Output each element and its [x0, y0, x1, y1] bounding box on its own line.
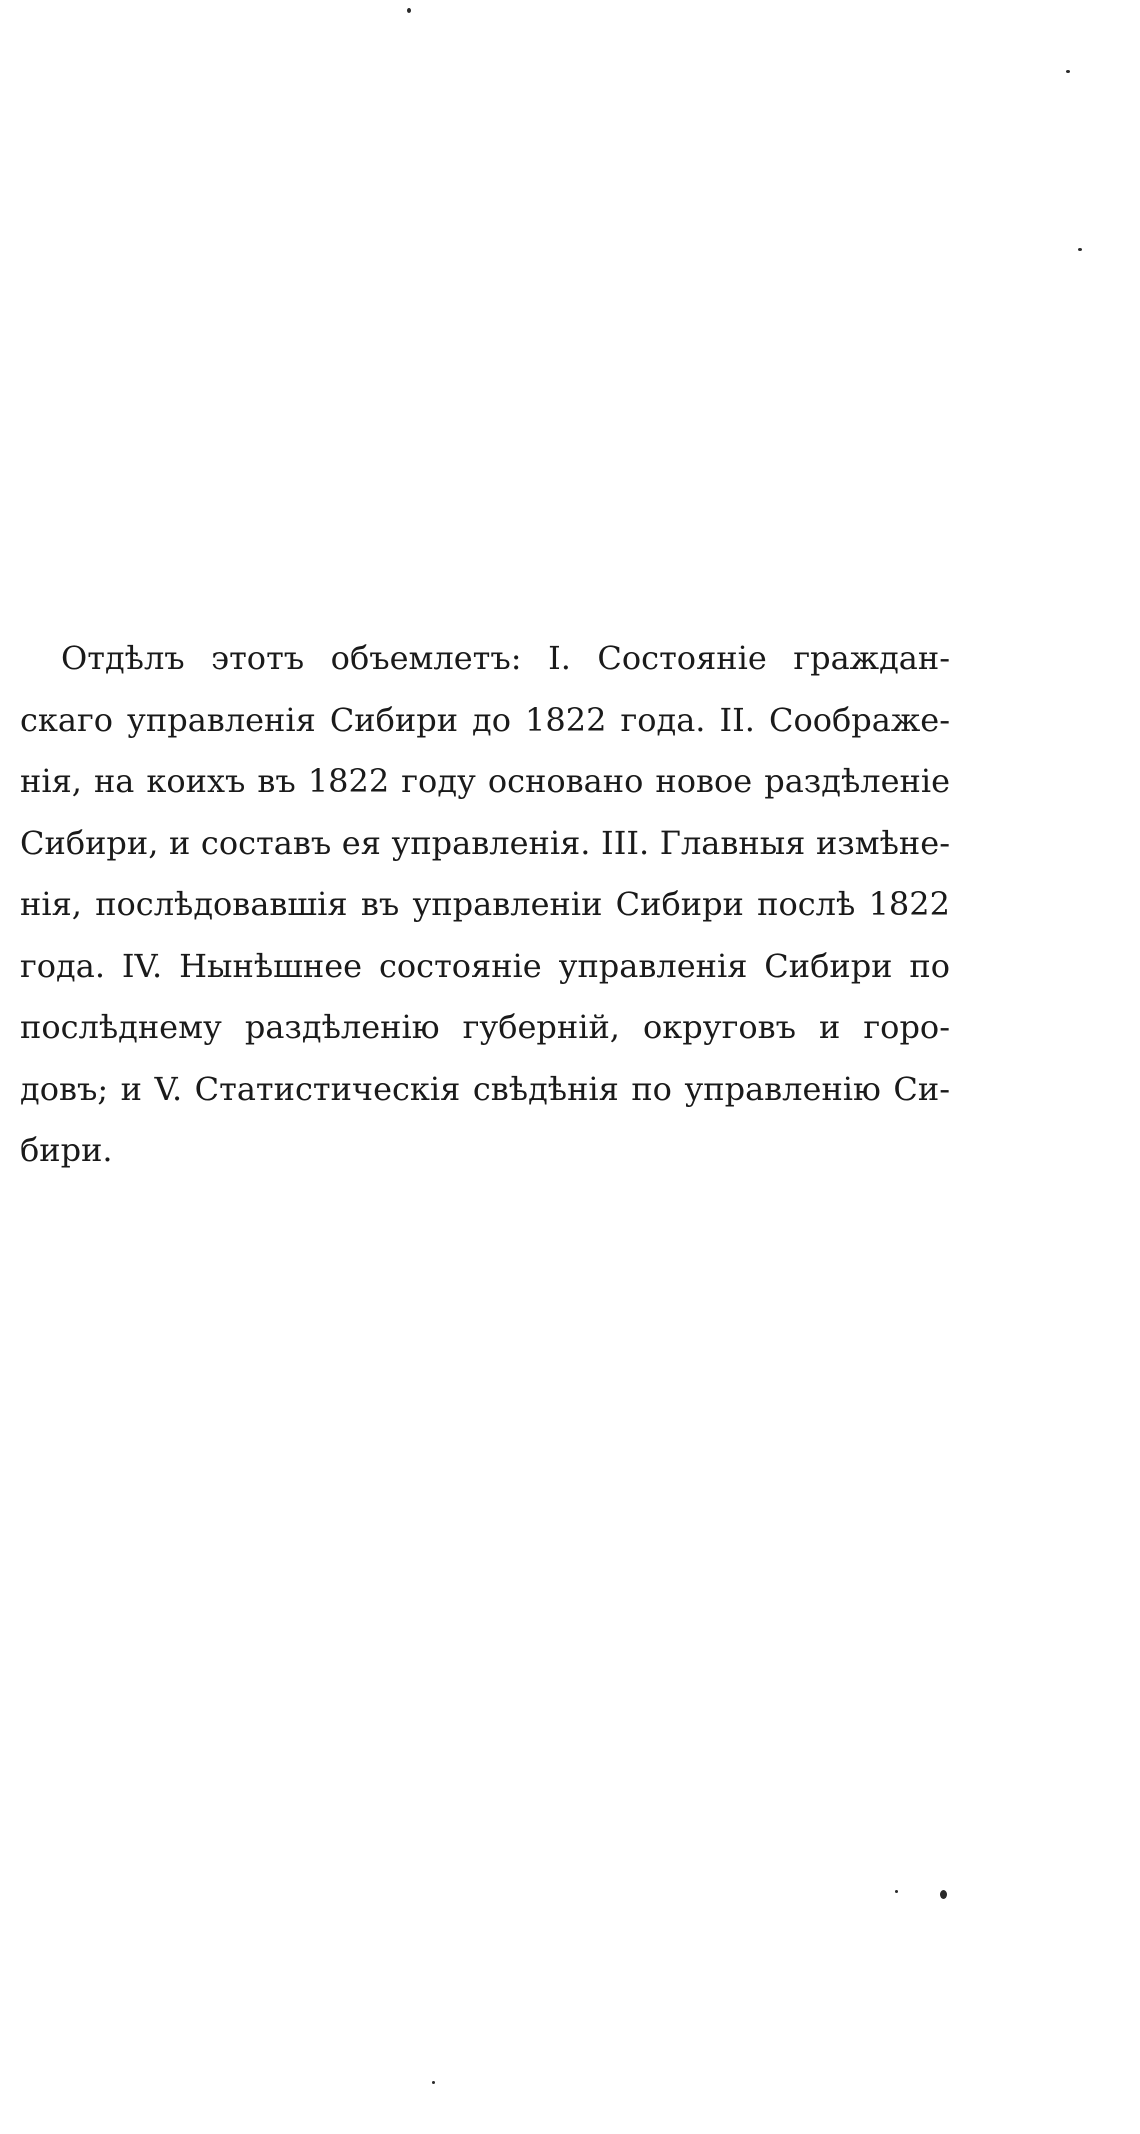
scan-speck [1066, 70, 1070, 73]
paragraph-line: бири. [20, 1131, 113, 1169]
paragraph-line: Отдѣлъ этотъ объемлетъ: I. Состояніе граждан- [61, 639, 950, 677]
scan-speck [895, 1890, 898, 1893]
scan-speck [940, 1890, 947, 1899]
paragraph-line: Сибири, и составъ ея управленія. III. Главныя измѣне- [20, 823, 950, 862]
paragraph-line: года. IV. Нынѣшнее состояніе управленія Сибири по [20, 946, 950, 985]
paragraph-line: нія, послѣдовавшія въ управленіи Сибири послѣ 1822 [20, 885, 950, 923]
paragraph-line: довъ; и V. Статистическія свѣдѣнія по управленію Си- [20, 1069, 950, 1108]
paragraph-line: скаго управленія Сибири до 1822 года. II. Соображе- [20, 700, 950, 739]
paragraph-line: нія, на коихъ въ 1822 году основано новое раздѣленіе [20, 762, 950, 800]
scan-speck [407, 8, 411, 13]
body-paragraph [20, 628, 950, 1182]
scan-speck [1078, 248, 1082, 251]
scan-speck [432, 2081, 435, 2084]
paragraph-line: послѣднему раздѣленію губерній, округовъ и горо- [20, 1008, 950, 1046]
